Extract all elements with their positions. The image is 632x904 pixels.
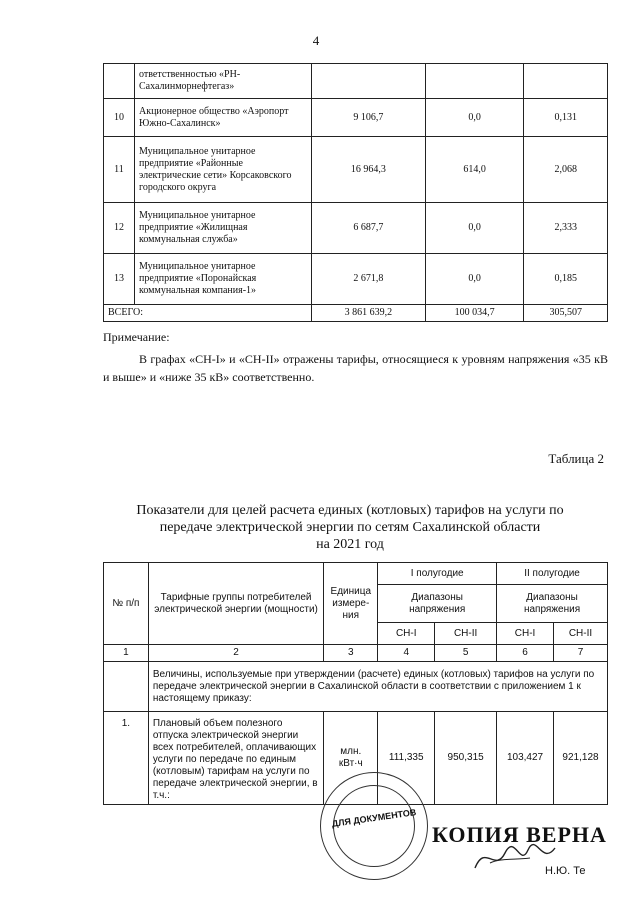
value-cell: 2 671,8 — [312, 254, 426, 305]
table-row — [104, 64, 608, 99]
table-2-label: Таблица 2 — [548, 451, 604, 466]
row-number: 11 — [104, 137, 135, 203]
header-unit: Единица измере-ния — [324, 563, 378, 645]
table-2-title: Показатели для целей расчета единых (котловых) тарифов на услуги по передаче электрической энергии по сетям Сахалинской области на 2021 год — [136, 503, 564, 552]
official-seal — [320, 772, 428, 880]
seal-center-text: ДЛЯ ДОКУМЕНТОВ — [331, 807, 417, 829]
row-number: 1. — [104, 712, 149, 805]
copy-certified-title: КОПИЯ ВЕРНА — [432, 822, 607, 847]
tariff-table-2 — [103, 562, 608, 805]
value-cell: 6 687,7 — [312, 203, 426, 254]
header-ch1: СН-I — [497, 623, 554, 645]
row-name: Муниципальное унитарное предприятие «Жилищная коммунальная служба» — [135, 203, 312, 254]
row-number: 13 — [104, 254, 135, 305]
value-cell: 0,0 — [425, 254, 524, 305]
table-row — [104, 254, 608, 305]
note-label: Примечание: — [103, 330, 170, 344]
value-cell: 0,0 — [425, 99, 524, 137]
row-name: Муниципальное унитарное предприятие «Поронайская коммунальная компания-1» — [135, 254, 312, 305]
section-row — [104, 662, 608, 712]
section-text: Величины, используемые при утверждении (расчете) единых (котловых) тарифов на услуги по передаче электрической энергии в Сахалинской области в соответствии с приложением 1 к настоящему приказу: — [148, 662, 607, 712]
row-name: Плановый объем полезного отпуска электрической энергии всех потребителей, оплачивающих услуги по передаче по единым (котловым) тарифам на услуги по передаче электрической энергии, в т.ч.: — [148, 712, 323, 805]
value-cell: 2,068 — [524, 137, 608, 203]
row-name: ответственностью «РН-Сахалинморнефтегаз» — [135, 64, 312, 99]
table-row — [104, 203, 608, 254]
total-value: 3 861 639,2 — [312, 305, 426, 322]
value-cell: 9 106,7 — [312, 99, 426, 137]
row-name: Муниципальное унитарное предприятие «Районные электрические сети» Корсаковского городского округа — [135, 137, 312, 203]
total-row — [104, 305, 608, 322]
header-half-1: I полугодие — [378, 563, 497, 585]
unit-cell: млн. кВт·ч — [324, 712, 378, 805]
table-row — [104, 137, 608, 203]
value-cell: 0,131 — [524, 99, 608, 137]
value-cell: 103,427 — [497, 712, 554, 805]
value-cell: 0,185 — [524, 254, 608, 305]
row-number: 12 — [104, 203, 135, 254]
total-label: ВСЕГО: — [104, 305, 312, 322]
table-row — [104, 99, 608, 137]
header-num: № п/п — [104, 563, 149, 645]
signer-name: Н.Ю. Те — [545, 865, 586, 877]
header-ch2: СН-II — [554, 623, 608, 645]
row-number: 10 — [104, 99, 135, 137]
header-ch1: СН-I — [378, 623, 435, 645]
value-cell: 111,335 — [378, 712, 435, 805]
total-value: 305,507 — [524, 305, 608, 322]
value-cell: 0,0 — [425, 203, 524, 254]
total-value: 100 034,7 — [425, 305, 524, 322]
value-cell: 921,128 — [554, 712, 608, 805]
note-text: В графах «СН-I» и «СН-II» отражены тарифы, относящиеся к уровням напряжения «35 кВ и выше» и «ниже 35 кВ» соответственно. — [103, 352, 608, 384]
header-ch2: СН-II — [435, 623, 497, 645]
row-name: Акционерное общество «Аэропорт Южно-Сахалинск» — [135, 99, 312, 137]
header-ranges: Диапазоны напряжения — [378, 585, 497, 623]
value-cell: 950,315 — [435, 712, 497, 805]
value-cell: 2,333 — [524, 203, 608, 254]
column-number-row: 1 2 3 4 5 6 7 — [104, 645, 608, 662]
tariff-table-1 — [103, 63, 608, 322]
header-half-2: II полугодие — [497, 563, 608, 585]
value-cell: 614,0 — [425, 137, 524, 203]
value-cell: 16 964,3 — [312, 137, 426, 203]
header-groups: Тарифные группы потребителей электрической энергии (мощности) — [148, 563, 323, 645]
header-row — [104, 563, 608, 585]
page-number: 4 — [312, 33, 320, 48]
header-ranges: Диапазоны напряжения — [497, 585, 608, 623]
